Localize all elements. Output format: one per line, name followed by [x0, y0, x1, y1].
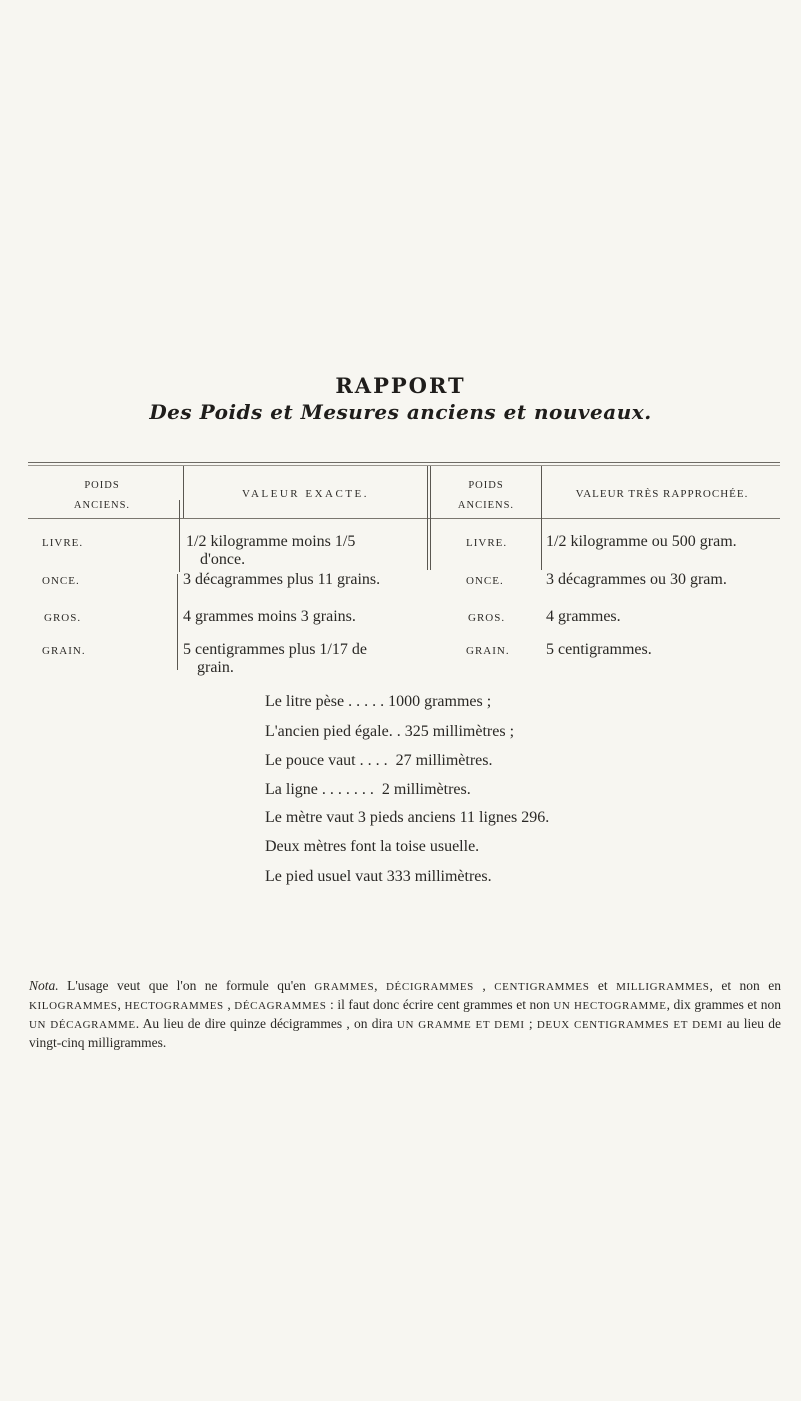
- row-gros-unit: GROS.: [44, 612, 82, 624]
- header-poids-anciens-2: POIDS ANCIENS.: [457, 480, 515, 511]
- row-gros-approx: 4 grammes.: [546, 608, 621, 625]
- row-livre-unit: LIVRE.: [42, 537, 84, 549]
- row-grain-approx: 5 centigrammes.: [546, 641, 652, 658]
- note-metre: Le mètre vaut 3 pieds anciens 11 lignes 296.: [265, 809, 550, 826]
- row-livre-approx: 1/2 kilogramme ou 500 gram.: [546, 533, 737, 550]
- note-pied-usuel: Le pied usuel vaut 333 millimètres.: [265, 868, 492, 885]
- column-divider-1b: [179, 500, 180, 572]
- row-gros-unit-2: GROS.: [468, 612, 506, 624]
- row-grain-exact: 5 centigrammes plus 1/17 de grain.: [183, 641, 367, 676]
- note-deux-metres: Deux mètres font la toise usuelle.: [265, 838, 480, 855]
- page-title: RAPPORT: [335, 373, 466, 398]
- nota-paragraph: Nota. L'usage veut que l'on ne formule qu'en GRAMMES, DÉCIGRAMMES , CENTIGRAMMES et MILLIGRAMMES, et non en KILOGRAMMES, HECTOGRAMMES , DÉCAGRAMMES : il faut donc écrire cent grammes et non UN HECTOGRAMME, dix grammes et non UN DÉCAGRAMME. Au lieu de dire quinze décigrammes , on dira UN GRAMME ET DEMI ; DEUX CENTIGRAMMES ET DEMI au lieu de vingt-cinq milligrammes.: [29, 978, 781, 1050]
- note-pouce: Le pouce vaut . . . . 27 millimètres.: [265, 752, 493, 769]
- table-top-rule-double: [28, 465, 780, 466]
- row-livre-exact: 1/2 kilogramme moins 1/5 d'once.: [186, 533, 356, 568]
- row-gros-exact: 4 grammes moins 3 grains.: [183, 608, 356, 625]
- row-once-unit: ONCE.: [42, 575, 80, 587]
- header-valeur-exacte: VALEUR EXACTE.: [241, 488, 370, 500]
- row-livre-unit-2: LIVRE.: [466, 537, 508, 549]
- row-grain-unit: GRAIN.: [42, 645, 86, 657]
- table-top-rule: [28, 462, 780, 463]
- note-ancien-pied: L'ancien pied égale. . 325 millimètres ;: [265, 723, 515, 740]
- row-once-exact: 3 décagrammes plus 11 grains.: [183, 571, 381, 588]
- note-litre: Le litre pèse . . . . . 1000 grammes ;: [265, 693, 492, 710]
- page-subtitle: Des Poids et Mesures anciens et nouveaux.: [149, 400, 652, 424]
- column-divider-4: [541, 466, 542, 570]
- row-once-approx: 3 décagrammes ou 30 gram.: [546, 571, 727, 588]
- nota-label: Nota.: [29, 978, 59, 993]
- note-ligne: La ligne . . . . . . . 2 millimètres.: [265, 781, 471, 798]
- header-valeur-rapprochee: VALEUR TRÈS RAPPROCHÉE.: [575, 488, 749, 500]
- row-grain-unit-2: GRAIN.: [466, 645, 510, 657]
- table-header-rule: [28, 518, 780, 519]
- row-once-unit-2: ONCE.: [466, 575, 504, 587]
- header-poids-anciens-1: POIDS ANCIENS.: [73, 480, 131, 511]
- column-divider-1c: [177, 574, 178, 670]
- column-divider-2: [427, 466, 428, 570]
